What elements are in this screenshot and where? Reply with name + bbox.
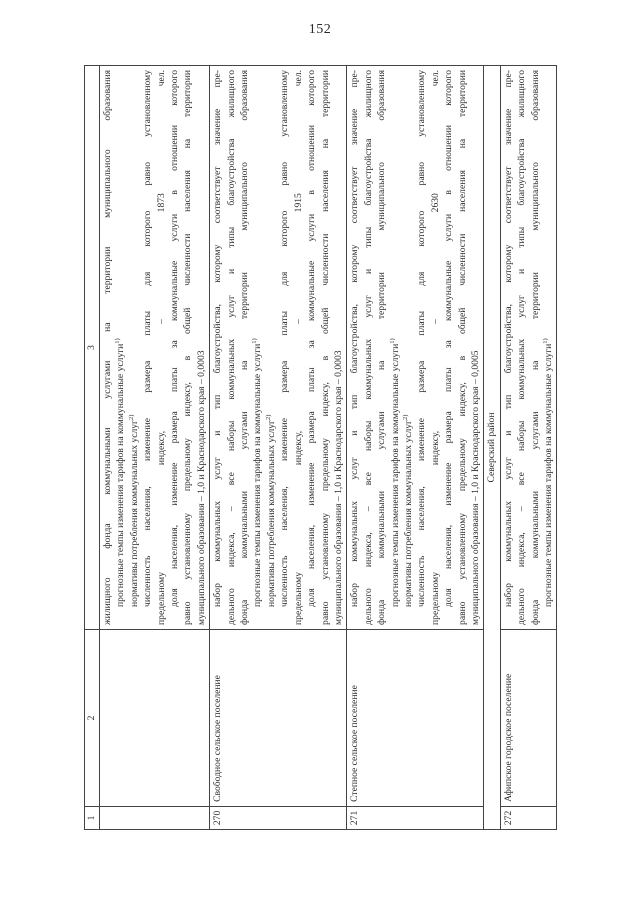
description-cell [500, 66, 557, 630]
line-text: дельного индекса, – все наборы коммунальных услуг и типы благоустройства жилищного [516, 70, 528, 625]
line-text: численность населения, изменение размера платы для которого равно установленному [142, 70, 154, 607]
table-row-continuation [100, 66, 210, 830]
footnote-ref: 1) [388, 338, 396, 344]
text-line [305, 70, 318, 625]
text-line [181, 70, 194, 625]
municipality-cell: Афипское городское поселение [500, 629, 557, 806]
line-text: набор коммунальных услуг и тип благоустройства, которому соответствует значение пре- [502, 70, 514, 607]
description-cell [347, 66, 484, 630]
text-line [265, 70, 278, 625]
text-line [515, 70, 528, 625]
text-line [348, 70, 361, 625]
line-text: численность населения, изменение размера платы для которого равно установленному [279, 70, 291, 607]
line-text: равно установленному предельному индексу, в общей численности населения на территории [319, 70, 331, 625]
line-text: муниципального образования – 1,0 и Краснодарского края – 0,0005 [469, 350, 481, 625]
header-col-2: 2 [85, 629, 100, 806]
municipality-cell: Свободное сельское поселение [210, 629, 347, 806]
text-line [529, 70, 542, 625]
line-text: нормативы потребления коммунальных услуг [128, 420, 140, 607]
text-line [375, 70, 388, 625]
line-text: набор коммунальных услуг и тип благоустройства, которому соответствует значение пре- [212, 70, 224, 607]
text-line [225, 70, 238, 625]
line-text: прогнозные темпы изменения тарифов на коммунальные услуги [252, 343, 264, 607]
line-text: дельного индекса, – все наборы коммунальных услуг и типы благоустройства жилищного [362, 70, 374, 625]
text-line [195, 70, 208, 625]
row-number-cell: 272 [500, 806, 557, 829]
line-text: фонда коммунальными услугами на территории муниципального образования [529, 70, 541, 625]
rotated-table-container [84, 65, 562, 830]
table-row-270 [210, 66, 347, 830]
text-line [389, 70, 402, 625]
footnote-ref: 2) [127, 414, 135, 421]
text-line [292, 70, 305, 625]
row-number-cell: 270 [210, 806, 347, 829]
row-number-cell: 271 [347, 806, 484, 829]
table-row-272 [500, 66, 557, 830]
text-line [251, 70, 264, 625]
text-line [211, 70, 224, 625]
text-line [141, 70, 154, 625]
page-number: 152 [308, 22, 332, 37]
line-text: доля населения, изменение размера платы за коммунальные услуги в отношении которого [306, 70, 318, 607]
header-col-1: 1 [85, 806, 100, 829]
text-line [442, 70, 455, 625]
line-text: нормативы потребления коммунальных услуг [265, 420, 277, 607]
text-line [429, 70, 442, 625]
line-text: равно установленному предельному индексу, в общей численности населения на территории [182, 70, 194, 625]
text-line [168, 70, 181, 625]
description-cell [100, 66, 210, 630]
description-cell [210, 66, 347, 630]
text-line [456, 70, 469, 625]
text-line [101, 70, 114, 625]
line-text: дельного индекса, – все наборы коммунальных услуг и типы благоустройства жилищного [225, 70, 237, 625]
line-text: жилищного фонда коммунальными услугами на территории муниципального образования [102, 70, 113, 625]
text-line [155, 70, 168, 625]
text-line [128, 70, 141, 625]
line-text: равно установленному предельному индексу, в общей численности населения на территории [456, 70, 468, 625]
municipality-cell: Степное сельское поселение [347, 629, 484, 806]
region-heading-row [484, 66, 500, 830]
line-text: предельному индексу, – 1873 чел. [155, 70, 167, 625]
line-text: численность населения, изменение размера платы для которого равно установленному [416, 70, 428, 607]
line-text: доля населения, изменение размера платы за коммунальные услуги в отношении которого [169, 70, 181, 607]
line-text: предельному индексу, – 1915 чел. [292, 70, 304, 625]
line-text: муниципального образования – 1,0 и Краснодарского края – 0,0003 [332, 350, 344, 625]
table-header-row [85, 66, 100, 830]
line-text: нормативы потребления коммунальных услуг [402, 420, 414, 607]
line-text: муниципального образования – 1,0 и Краснодарского края – 0,0003 [195, 350, 207, 625]
text-line [502, 70, 515, 625]
footnote-ref: 1) [542, 338, 549, 344]
footnote-ref: 1) [251, 338, 259, 344]
line-text: фонда коммунальными услугами на территории муниципального образования [239, 70, 251, 625]
text-line [542, 70, 555, 625]
header-col-3: 3 [85, 66, 100, 630]
text-line [469, 70, 482, 625]
tariff-index-table [84, 65, 557, 830]
footnote-ref: 2) [401, 414, 409, 421]
text-line [319, 70, 332, 625]
municipality-cell [100, 629, 210, 806]
text-line [278, 70, 291, 625]
text-line [415, 70, 428, 625]
line-text: прогнозные темпы изменения тарифов на коммунальные услуги [543, 343, 554, 607]
footnote-ref: 1) [114, 338, 122, 344]
line-text: прогнозные темпы изменения тарифов на коммунальные услуги [389, 343, 401, 607]
line-text: предельному индексу, – 2630 чел. [429, 70, 441, 625]
line-text: прогнозные темпы изменения тарифов на коммунальные услуги [115, 343, 127, 607]
text-line [238, 70, 251, 625]
text-line [114, 70, 127, 625]
text-line [362, 70, 375, 625]
line-text: набор коммунальных услуг и тип благоустройства, которому соответствует значение пре- [349, 70, 361, 607]
row-number-cell [100, 806, 210, 829]
region-heading: Северский район [484, 66, 500, 830]
table-row-271 [347, 66, 484, 830]
line-text: фонда коммунальными услугами на территории муниципального образования [376, 70, 388, 625]
line-text: доля населения, изменение размера платы за коммунальные услуги в отношении которого [443, 70, 455, 607]
footnote-ref: 2) [264, 414, 272, 421]
text-line [402, 70, 415, 625]
text-line [332, 70, 345, 625]
